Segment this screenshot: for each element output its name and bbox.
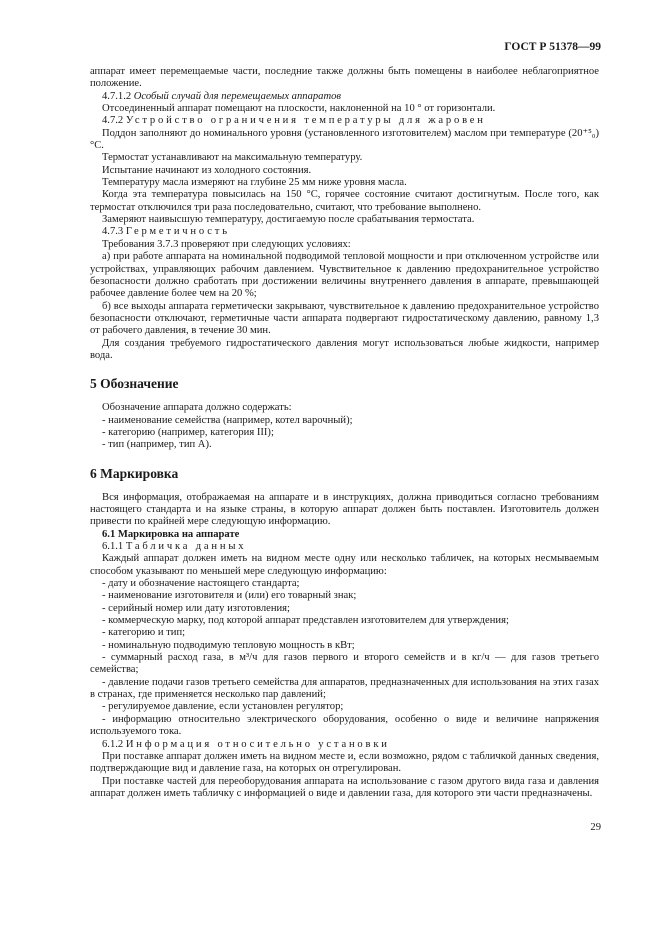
list-item: - информацию относительно электрического оборудования, особенно о виде и величине напряжения используемого тока.: [90, 713, 599, 738]
page-number: 29: [590, 822, 601, 833]
paragraph: Поддон заполняют до номинального уровня (установленного изготовителем) маслом при температуре (20⁺⁵₀) °С.: [90, 127, 599, 152]
list-item: - наименование семейства (например, котел варочный);: [102, 414, 353, 426]
section-number: 4.7.2: [102, 115, 126, 127]
subsection-heading-4-7-2: [90, 115, 599, 127]
subsection-heading-6-1-2: [90, 739, 599, 751]
subsection-heading-6-1-1: [90, 541, 599, 553]
document-body: [90, 66, 599, 800]
paragraph: Отсоединенный аппарат помещают на плоскости, наклоненной на 10 ° от горизонтали.: [102, 103, 496, 115]
section-number: 6.1.1: [102, 541, 126, 552]
list-item: - серийный номер или дату изготовления;: [102, 602, 290, 614]
list-item: - давление подачи газов третьего семейства для аппаратов, предназначенных для использования на этих газах в странах, где применяется несколько пар давлений;: [90, 676, 599, 701]
section-number: 4.7.1.2: [102, 90, 134, 102]
paragraph: Каждый аппарат должен иметь на видном месте одну или несколько табличек, на которых несмываемым способом указывают по меньшей мере следующую информацию:: [90, 553, 599, 577]
list-item: - регулируемое давление, если установлен регулятор;: [102, 701, 344, 713]
list-item: - суммарный расход газа, в м³/ч для газов первого и второго семейств и в кг/ч — для газов третьего семейства;: [90, 652, 599, 676]
section-title: Табличка данных: [125, 541, 247, 552]
subsection-heading-4-7-3: [90, 226, 599, 238]
paragraph: Вся информация, отображаемая на аппарате и в инструкциях, должна приводиться согласно требованиям настоящего стандарта и на языке страны, в которую аппарат должен быть поставлен. Изготовитель должен привести по крайней мере следующую информацию.: [90, 491, 599, 528]
section-title: Особый случай для перемещаемых аппаратов: [133, 90, 342, 102]
section-title: Герметичность: [125, 226, 230, 238]
paragraph: Требования 3.7.3 проверяют при следующих условиях:: [102, 238, 351, 250]
paragraph: Температуру масла измеряют на глубине 25 мм ниже уровня масла.: [102, 177, 407, 189]
section-heading-6: 6 Маркировка: [90, 465, 179, 481]
paragraph: Обозначение аппарата должно содержать:: [102, 402, 292, 414]
paragraph: Когда эта температура повысилась на 150 °С, горячее состояние считают достигнутым. После того, как термостат отключился три раза последовательно, считают, что требование выполнено.: [90, 189, 599, 213]
section-title: Устройство ограничения температуры для жаровен: [125, 115, 486, 127]
paragraph: Испытание начинают из холодного состояния.: [102, 164, 312, 176]
paragraph: При поставке аппарат должен иметь на видном месте и, если возможно, рядом с табличкой данных сведения, подтверждающие вид и давление газа, на которых он отрегулирован.: [90, 750, 599, 775]
paragraph: Для создания требуемого гидростатического давления могут использоваться любые жидкости, например вода.: [90, 337, 599, 361]
paragraph: б) все выходы аппарата герметически закрывают, чувствительное к давлению предохранительное устройство безопасности отключают, герметичные части аппарата подвергают гидростатическому давлению, равному 1,3 от рабочего давления, в течение 30 мин.: [90, 300, 599, 337]
list-item: - тип (например, тип А).: [102, 439, 212, 451]
paragraph: аппарат имеет перемещаемые части, последние также должны быть помещены в наиболее неблагоприятное положение.: [90, 66, 599, 90]
document-header: ГОСТ Р 51378—99: [504, 41, 601, 53]
subsection-heading-6-1: 6.1 Маркировка на аппарате: [102, 528, 240, 540]
list-item: - коммерческую марку, под которой аппарат представлен изготовителем для утверждения;: [102, 615, 509, 627]
list-item: - наименование изготовителя и (или) его товарный знак;: [102, 590, 357, 602]
list-item: - номинальную подводимую тепловую мощность в кВт;: [102, 639, 355, 651]
section-title: Информация относительно установки: [125, 738, 390, 750]
paragraph: При поставке частей для переоборудования аппарата на использование с газом другого вида газа и давления аппарат должен иметь табличку с информацией о виде и давлении газа, для которого эти части предназначены.: [90, 775, 599, 799]
paragraph: Термостат устанавливают на максимальную температуру.: [102, 152, 363, 164]
list-item: - категорию и тип;: [102, 627, 186, 639]
section-heading-5: 5 Обозначение: [90, 376, 179, 392]
paragraph: Замеряют наивысшую температуру, достигаемую после срабатывания термостата.: [102, 214, 475, 226]
section-number: 4.7.3: [102, 226, 126, 238]
paragraph: а) при работе аппарата на номинальной подводимой тепловой мощности и при отключенном устройстве или устройствах, управляющих рабочим давлением. Чувствительное к давлению предохранительное устройство безопасности должно сработать при достижении величины внутреннего давления в аппарате, превышающей рабочее давление более чем на 20 %;: [90, 251, 599, 300]
list-item: - дату и обозначение настоящего стандарта;: [102, 578, 300, 590]
subsection-heading-4-7-1-2: [90, 91, 599, 103]
list-item: - категорию (например, категория III);: [102, 426, 274, 438]
section-number: 6.1.2: [102, 738, 126, 750]
